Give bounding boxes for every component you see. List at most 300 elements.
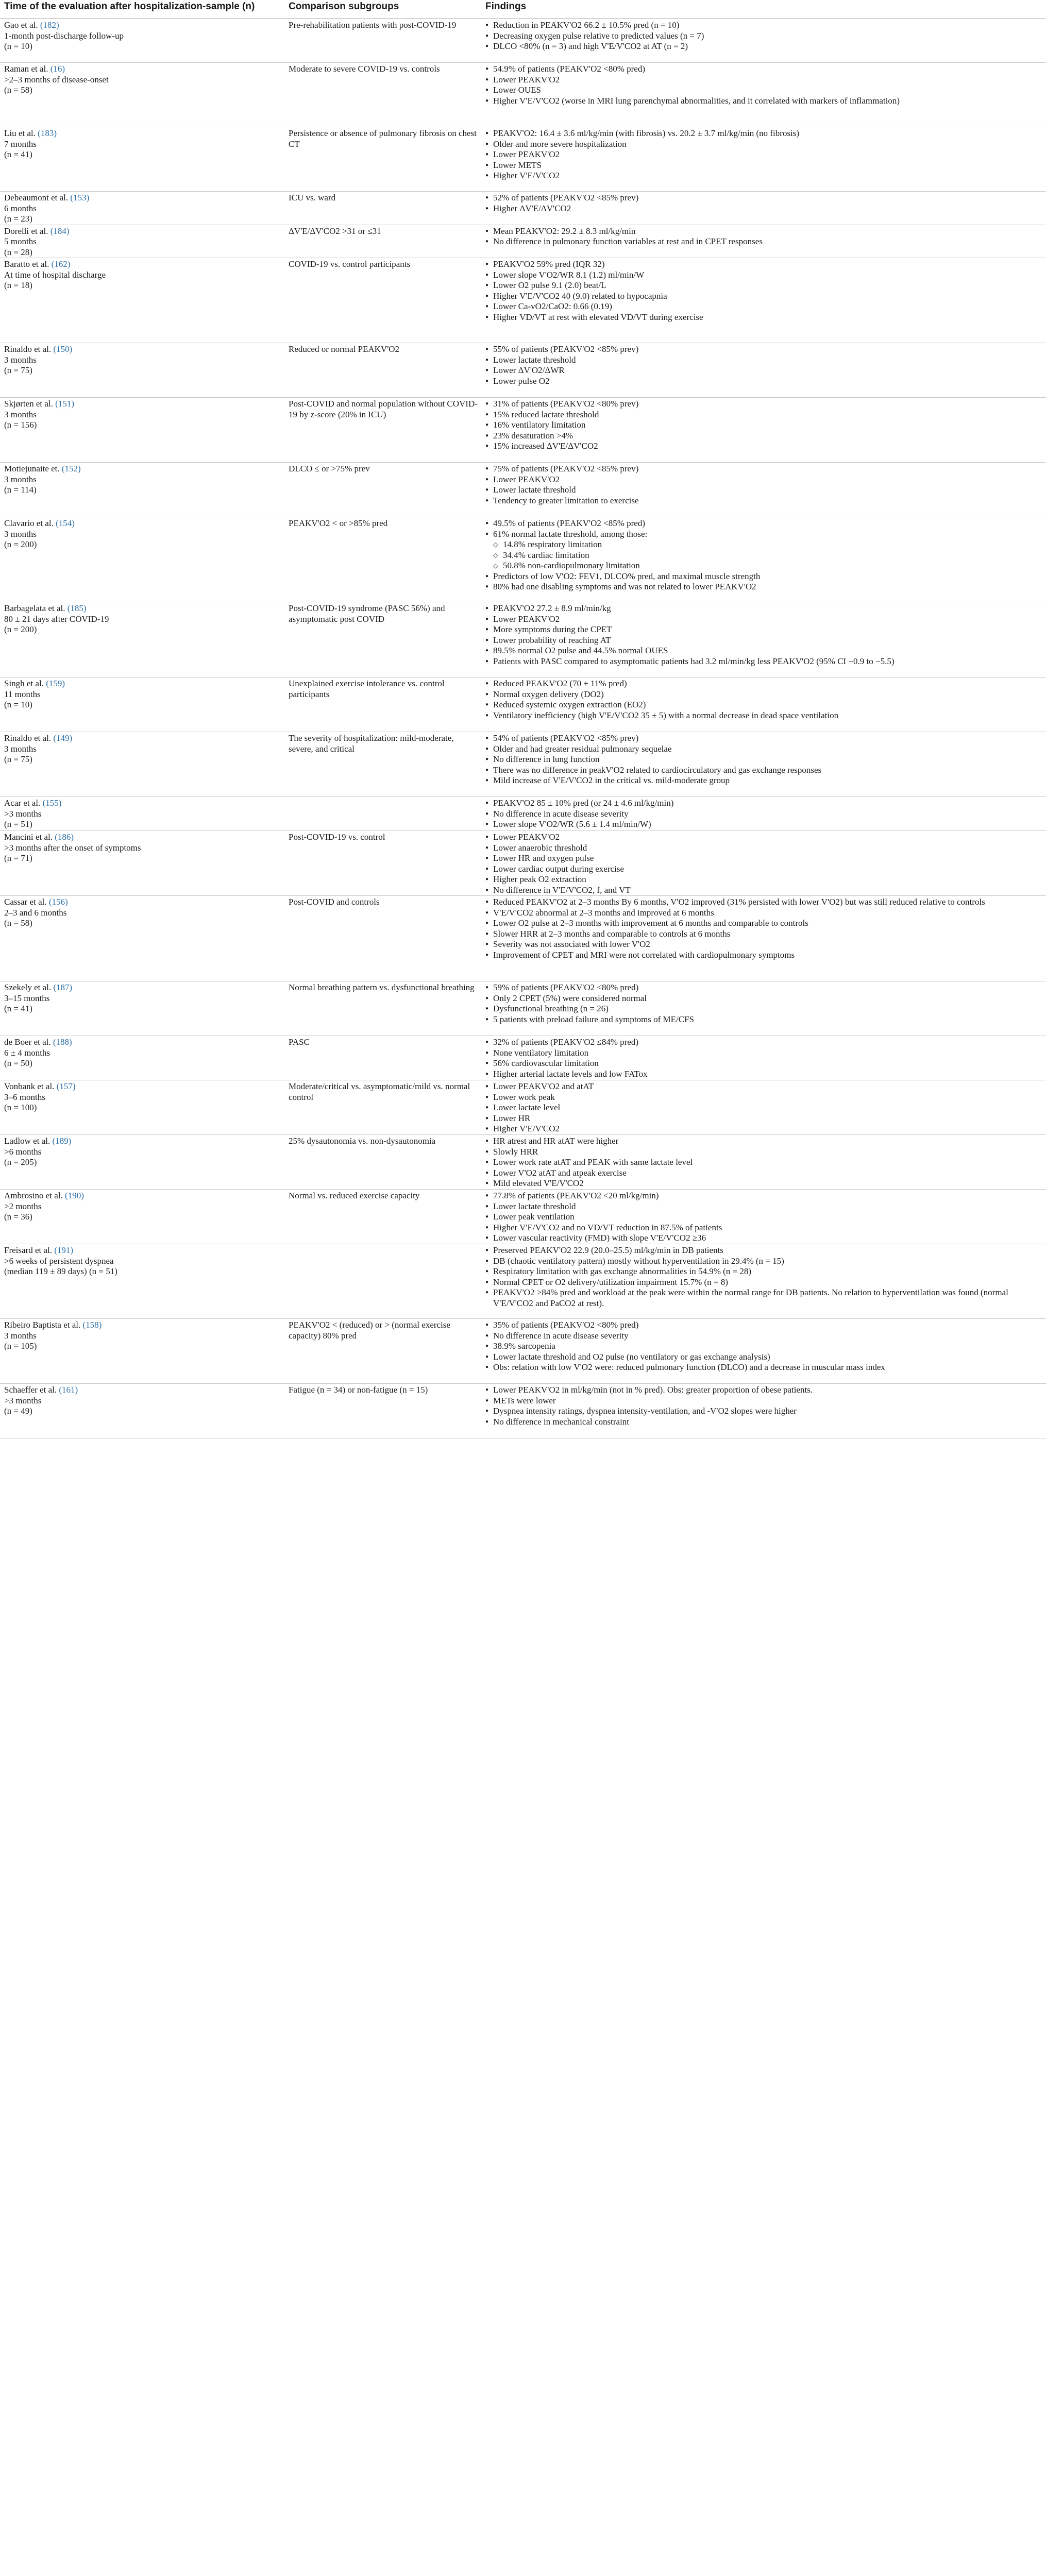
study-author: Szekely et al. bbox=[4, 982, 52, 992]
cell-comparison: DLCO ≤ or >75% prev bbox=[289, 464, 370, 473]
finding-item: ● Lower vascular reactivity (FMD) with slope V'E/V'CO2 ≥36 bbox=[485, 1233, 1043, 1244]
sample-size: (n = 41) bbox=[4, 149, 32, 159]
finding-item: ● Lower PEAKV'O2 bbox=[485, 149, 1043, 160]
finding-item: ● Reduction in PEAKV'O2 66.2 ± 10.5% pred (n = 10) bbox=[485, 20, 1043, 31]
cell-comparison bbox=[284, 1244, 481, 1319]
citation-link[interactable]: (186) bbox=[55, 832, 74, 842]
cell-time bbox=[0, 1080, 284, 1135]
finding-item: ● Higher V'E/V'CO2 (worse in MRI lung parenchymal abnormalities, and it correlated with markers of inflammation) bbox=[485, 96, 1043, 107]
finding-item: ● Severity was not associated with lower V'O2 bbox=[485, 939, 1043, 950]
finding-item: ● Improvement of CPET and MRI were not correlated with cardiopulmonary symptoms bbox=[485, 950, 1043, 961]
study-author: Acar et al. bbox=[4, 798, 41, 808]
cell-findings bbox=[481, 225, 1046, 258]
table-row bbox=[0, 797, 1046, 831]
evaluation-time: 3 months bbox=[4, 529, 37, 539]
cell-time bbox=[0, 127, 284, 192]
citation-link[interactable]: (149) bbox=[53, 733, 73, 743]
cell-findings bbox=[481, 258, 1046, 343]
cell-comparison: The severity of hospitalization: mild-moderate, severe, and critical bbox=[289, 733, 454, 754]
study-author: Liu et al. bbox=[4, 128, 36, 138]
finding-item: ● No difference in mechanical constraint bbox=[485, 1417, 1043, 1428]
cell-time bbox=[0, 63, 284, 127]
cell-findings bbox=[481, 981, 1046, 1036]
finding-item: ● Lower peak ventilation bbox=[485, 1212, 1043, 1223]
citation-link[interactable]: (187) bbox=[53, 982, 73, 992]
finding-item: ● No difference in V'E/V'CO2, f, and VT bbox=[485, 885, 1043, 896]
finding-item: ● 52% of patients (PEAKV'O2 <85% prev) bbox=[485, 193, 1043, 204]
sample-size: (n = 49) bbox=[4, 1406, 32, 1416]
finding-item: ◇ 34.4% cardiac limitation bbox=[485, 550, 1043, 561]
cell-findings bbox=[481, 192, 1046, 225]
table-body bbox=[0, 19, 1046, 1438]
finding-item: ● Lower pulse O2 bbox=[485, 376, 1043, 387]
findings-list bbox=[485, 226, 1043, 247]
finding-item: ● Lower lactate threshold bbox=[485, 355, 1043, 366]
cell-findings bbox=[481, 398, 1046, 463]
finding-item: ● PEAKV'O2 27.2 ± 8.9 ml/min/kg bbox=[485, 603, 1043, 614]
study-author: Baratto et al. bbox=[4, 259, 49, 269]
cell-time bbox=[0, 398, 284, 463]
evaluation-time: At time of hospital discharge bbox=[4, 269, 106, 280]
citation-link[interactable]: (158) bbox=[82, 1320, 102, 1330]
cell-comparison: PEAKV'O2 < (reduced) or > (normal exercise capacity) 80% pred bbox=[289, 1320, 450, 1341]
finding-item: ● 75% of patients (PEAKV'O2 <85% prev) bbox=[485, 464, 1043, 474]
finding-item: ● Lower O2 pulse 9.1 (2.0) beat/L bbox=[485, 280, 1043, 291]
findings-list bbox=[485, 464, 1043, 506]
cell-findings bbox=[481, 1384, 1046, 1438]
header-row bbox=[0, 0, 1046, 19]
cell-findings bbox=[481, 127, 1046, 192]
header-comparison: Comparison subgroups bbox=[284, 0, 481, 19]
finding-item: ● 49.5% of patients (PEAKV'O2 <85% pred) bbox=[485, 518, 1043, 529]
finding-item: ● HR atrest and HR atAT were higher bbox=[485, 1136, 1043, 1147]
finding-item: ● Lower slope V'O2/WR 8.1 (1.2) ml/min/W bbox=[485, 270, 1043, 281]
evaluation-time: >3 months bbox=[4, 808, 42, 819]
study-author: Clavario et al. bbox=[4, 518, 54, 528]
sample-size: (median 119 ± 89 days) (n = 51) bbox=[4, 1266, 117, 1276]
finding-item: ● Lower PEAKV'O2 bbox=[485, 474, 1043, 485]
finding-item: ● Lower O2 pulse at 2–3 months with improvement at 6 months and comparable to controls bbox=[485, 918, 1043, 929]
cell-comparison: Normal breathing pattern vs. dysfunctional breathing bbox=[289, 982, 475, 992]
finding-item: ● Lower lactate level bbox=[485, 1103, 1043, 1113]
finding-item: ● Only 2 CPET (5%) were considered normal bbox=[485, 993, 1043, 1004]
finding-item: ● Tendency to greater limitation to exercise bbox=[485, 496, 1043, 506]
citation-link[interactable]: (182) bbox=[40, 20, 59, 30]
finding-item: ● Higher VD/VT at rest with elevated VD/VT during exercise bbox=[485, 312, 1043, 323]
finding-item: ● Older and more severe hospitalization bbox=[485, 139, 1043, 150]
cell-comparison: Pre-rehabilitation patients with post-COVID-19 bbox=[289, 20, 457, 30]
sample-size: (n = 105) bbox=[4, 1341, 37, 1351]
sample-size: (n = 156) bbox=[4, 420, 37, 430]
finding-item: ● PEAKV'O2 85 ± 10% pred (or 24 ± 4.6 ml/kg/min) bbox=[485, 798, 1043, 809]
finding-item: ● 54.9% of patients (PEAKV'O2 <80% pred) bbox=[485, 64, 1043, 75]
evaluation-time: 11 months bbox=[4, 689, 41, 699]
citation-link[interactable]: (155) bbox=[42, 798, 62, 808]
finding-item: ● 35% of patients (PEAKV'O2 <80% pred) bbox=[485, 1320, 1043, 1331]
table-row bbox=[0, 127, 1046, 192]
findings-list bbox=[485, 1245, 1043, 1309]
cell-findings bbox=[481, 677, 1046, 732]
cell-time bbox=[0, 1190, 284, 1244]
cell-comparison: Persistence or absence of pulmonary fibrosis on chest CT bbox=[289, 128, 477, 149]
finding-item: ● Lower work peak bbox=[485, 1092, 1043, 1103]
finding-item: ● Higher V'E/V'CO2 bbox=[485, 1124, 1043, 1134]
cell-time bbox=[0, 225, 284, 258]
evaluation-time: >3 months bbox=[4, 1395, 42, 1405]
finding-item: ● Mild increase of V'E/V'CO2 in the critical vs. mild-moderate group bbox=[485, 775, 1043, 786]
cell-time bbox=[0, 258, 284, 343]
cell-time bbox=[0, 1036, 284, 1080]
findings-list bbox=[485, 193, 1043, 214]
finding-item: ● Dyspnea intensity ratings, dyspnea intensity-ventilation, and -V'O2 slopes were higher bbox=[485, 1406, 1043, 1417]
evaluation-time: >2–3 months of disease-onset bbox=[4, 74, 109, 84]
finding-item: ● 38.9% sarcopenia bbox=[485, 1341, 1043, 1352]
sample-size: (n = 71) bbox=[4, 853, 32, 863]
study-author: Debeaumont et al. bbox=[4, 193, 69, 202]
citation-link[interactable]: (184) bbox=[50, 226, 70, 236]
sample-size: (n = 50) bbox=[4, 1058, 32, 1068]
finding-item: ● DLCO <80% (n = 3) and high V'E/V'CO2 at AT (n = 2) bbox=[485, 41, 1043, 52]
cell-time bbox=[0, 831, 284, 896]
table-row bbox=[0, 19, 1046, 63]
study-author: Vonbank et al. bbox=[4, 1081, 55, 1091]
evaluation-time: 5 months bbox=[4, 236, 37, 246]
finding-item: ● No difference in acute disease severity bbox=[485, 809, 1043, 820]
table-row bbox=[0, 398, 1046, 463]
study-author: Cassar et al. bbox=[4, 897, 47, 907]
evaluation-time: 3–15 months bbox=[4, 993, 50, 1003]
sample-size: (n = 75) bbox=[4, 365, 32, 375]
cell-time bbox=[0, 1135, 284, 1190]
cell-comparison: Fatigue (n = 34) or non-fatigue (n = 15) bbox=[289, 1385, 428, 1395]
sample-size: (n = 58) bbox=[4, 85, 32, 95]
finding-item: ● 23% desaturation >4% bbox=[485, 431, 1043, 442]
cell-findings bbox=[481, 1319, 1046, 1384]
citation-link[interactable]: (157) bbox=[56, 1081, 76, 1091]
finding-item: ● Patients with PASC compared to asymptomatic patients had 3.2 ml/min/kg less PEAKV'O2 (95% CI −0.9 to −5.5) bbox=[485, 656, 1043, 667]
finding-item: ◇ 14.8% respiratory limitation bbox=[485, 539, 1043, 550]
findings-list bbox=[485, 897, 1043, 960]
citation-link[interactable]: (153) bbox=[70, 193, 90, 202]
finding-item: ● Higher ΔV'E/ΔV'CO2 bbox=[485, 204, 1043, 214]
finding-item: ● 15% reduced lactate threshold bbox=[485, 410, 1043, 420]
cell-time bbox=[0, 463, 284, 517]
cell-findings bbox=[481, 1036, 1046, 1080]
study-author: Skjørten et al. bbox=[4, 399, 53, 409]
finding-item: ● Reduced systemic oxygen extraction (EO2) bbox=[485, 700, 1043, 710]
table-row bbox=[0, 602, 1046, 677]
finding-item: ● 54% of patients (PEAKV'O2 <85% prev) bbox=[485, 733, 1043, 744]
sample-size: (n = 36) bbox=[4, 1212, 32, 1222]
citation-link[interactable]: (156) bbox=[48, 897, 68, 907]
cell-findings bbox=[481, 831, 1046, 896]
finding-item: ● PEAKV'O2 59% pred (IQR 32) bbox=[485, 259, 1043, 270]
finding-item: ● Mean PEAKV'O2: 29.2 ± 8.3 ml/kg/min bbox=[485, 226, 1043, 237]
findings-list bbox=[485, 1037, 1043, 1079]
findings-list bbox=[485, 1385, 1043, 1427]
table-row bbox=[0, 1080, 1046, 1135]
finding-item: ● Lower probability of reaching AT bbox=[485, 635, 1043, 646]
table-row bbox=[0, 1190, 1046, 1244]
finding-item: ● Lower METS bbox=[485, 160, 1043, 171]
findings-list bbox=[485, 1081, 1043, 1134]
finding-item: ● Higher V'E/V'CO2 40 (9.0) related to hypocapnia bbox=[485, 291, 1043, 302]
cell-time bbox=[0, 19, 284, 63]
study-author: de Boer et al. bbox=[4, 1037, 51, 1047]
cell-comparison: Unexplained exercise intolerance vs. control participants bbox=[289, 679, 445, 699]
finding-item: ● 77.8% of patients (PEAKV'O2 <20 ml/kg/min) bbox=[485, 1191, 1043, 1201]
cell-findings bbox=[481, 732, 1046, 797]
finding-item: ● Lower slope V'O2/WR (5.6 ± 1.4 ml/min/W) bbox=[485, 819, 1043, 830]
finding-item: ● Lower lactate threshold and O2 pulse (no ventilatory or gas exchange analysis) bbox=[485, 1352, 1043, 1363]
table-row bbox=[0, 192, 1046, 225]
findings-list bbox=[485, 518, 1043, 592]
finding-item: ● No difference in acute disease severity bbox=[485, 1331, 1043, 1342]
findings-list bbox=[485, 128, 1043, 181]
findings-list bbox=[485, 64, 1043, 106]
cell-findings bbox=[481, 797, 1046, 831]
finding-item: ● Lower HR and oxygen pulse bbox=[485, 853, 1043, 864]
cell-comparison: Reduced or normal PEAKV'O2 bbox=[289, 344, 400, 354]
finding-item: ● 61% normal lactate threshold, among those: bbox=[485, 529, 1043, 540]
findings-list bbox=[485, 1136, 1043, 1189]
evaluation-time: 7 months bbox=[4, 139, 37, 149]
citation-link[interactable]: (161) bbox=[59, 1385, 78, 1395]
citation-link[interactable]: (16) bbox=[50, 64, 65, 74]
table-row bbox=[0, 63, 1046, 127]
cell-comparison: ΔV'E/ΔV'CO2 >31 or ≤31 bbox=[289, 226, 381, 236]
cell-findings bbox=[481, 343, 1046, 398]
study-author: Motiejunaite et. bbox=[4, 464, 60, 473]
table-row bbox=[0, 1384, 1046, 1438]
study-author: Barbagelata et al. bbox=[4, 603, 65, 613]
table-row bbox=[0, 225, 1046, 258]
finding-item: ● Lower anaerobic threshold bbox=[485, 843, 1043, 854]
cell-comparison: Moderate to severe COVID-19 vs. controls bbox=[289, 64, 440, 74]
finding-item: ● Higher V'E/V'CO2 and no VD/VT reduction in 87.5% of patients bbox=[485, 1223, 1043, 1233]
finding-item: ● Respiratory limitation with gas exchange abnormalities in 54.9% (n = 28) bbox=[485, 1266, 1043, 1277]
header-findings: Findings bbox=[481, 0, 1046, 19]
cell-findings bbox=[481, 1190, 1046, 1244]
study-author: Mancini et al. bbox=[4, 832, 53, 842]
finding-item: ● DB (chaotic ventilatory pattern) mostly without hyperventilation in 29.4% (n = 15) bbox=[485, 1256, 1043, 1267]
finding-item: ● No difference in pulmonary function variables at rest and in CPET responses bbox=[485, 236, 1043, 247]
finding-item: ● Lower PEAKV'O2 in ml/kg/min (not in % pred). Obs: greater proportion of obese patients. bbox=[485, 1385, 1043, 1396]
finding-item: ● Slowly HRR bbox=[485, 1147, 1043, 1158]
table-row bbox=[0, 896, 1046, 981]
evaluation-time: >3 months after the onset of symptoms bbox=[4, 842, 141, 853]
finding-item: ● 80% had one disabling symptoms and was not related to lower PEAKV'O2 bbox=[485, 582, 1043, 592]
finding-item: ● None ventilatory limitation bbox=[485, 1048, 1043, 1059]
table-row bbox=[0, 343, 1046, 398]
finding-item: ● Predictors of low V'O2: FEV1, DLCO% pred, and maximal muscle strength bbox=[485, 571, 1043, 582]
citation-link[interactable]: (191) bbox=[54, 1245, 74, 1255]
cell-findings bbox=[481, 1080, 1046, 1135]
sample-size: (n = 10) bbox=[4, 41, 32, 51]
finding-item: ● 31% of patients (PEAKV'O2 <80% prev) bbox=[485, 399, 1043, 410]
evaluation-time: >6 weeks of persistent dyspnea bbox=[4, 1256, 114, 1266]
evaluation-time: >2 months bbox=[4, 1201, 42, 1211]
study-author: Ambrosino et al. bbox=[4, 1191, 63, 1200]
cell-comparison: COVID-19 vs. control participants bbox=[289, 259, 411, 269]
evaluation-time: 1-month post-discharge follow-up bbox=[4, 30, 124, 41]
sample-size: (n = 200) bbox=[4, 624, 37, 634]
finding-item: ● Reduced PEAKV'O2 (70 ± 11% pred) bbox=[485, 679, 1043, 689]
evaluation-time: 3 months bbox=[4, 409, 37, 419]
citation-link[interactable]: (159) bbox=[46, 679, 65, 688]
finding-item: ● 55% of patients (PEAKV'O2 <85% prev) bbox=[485, 344, 1043, 355]
header-time: Time of the evaluation after hospitalization-sample (n) bbox=[0, 0, 284, 19]
finding-item: ● Older and had greater residual pulmonary sequelae bbox=[485, 744, 1043, 755]
findings-list bbox=[485, 344, 1043, 386]
cell-time bbox=[0, 1384, 284, 1438]
finding-item: ● Higher peak O2 extraction bbox=[485, 874, 1043, 885]
evaluation-time: 6 months bbox=[4, 203, 37, 213]
citation-link[interactable]: (185) bbox=[67, 603, 87, 613]
study-author: Singh et al. bbox=[4, 679, 44, 688]
citation-link[interactable]: (189) bbox=[52, 1136, 72, 1146]
finding-item: ● Lower V'O2 atAT and atpeak exercise bbox=[485, 1168, 1043, 1179]
cell-findings bbox=[481, 517, 1046, 602]
table-row bbox=[0, 677, 1046, 732]
finding-item: ● Lower PEAKV'O2 and atAT bbox=[485, 1081, 1043, 1092]
cell-time bbox=[0, 1244, 284, 1319]
finding-item: ● 59% of patients (PEAKV'O2 <80% pred) bbox=[485, 982, 1043, 993]
cell-time bbox=[0, 981, 284, 1036]
findings-list bbox=[485, 259, 1043, 323]
sample-size: (n = 51) bbox=[4, 819, 32, 829]
cell-comparison: Post-COVID-19 syndrome (PASC 56%) and asymptomatic post COVID bbox=[289, 603, 445, 624]
citation-link[interactable]: (183) bbox=[38, 128, 57, 138]
sample-size: (n = 41) bbox=[4, 1004, 32, 1013]
findings-list bbox=[485, 679, 1043, 721]
cell-time bbox=[0, 797, 284, 831]
finding-item: ● Preserved PEAKV'O2 22.9 (20.0–25.5) ml/kg/min in DB patients bbox=[485, 1245, 1043, 1256]
cell-comparison: PEAKV'O2 < or >85% pred bbox=[289, 518, 388, 528]
cell-time bbox=[0, 343, 284, 398]
evaluation-time: 3–6 months bbox=[4, 1092, 45, 1102]
finding-item: ● Lower work rate atAT and PEAK with same lactate level bbox=[485, 1157, 1043, 1168]
finding-item: ● Mild elevated V'E/V'CO2 bbox=[485, 1178, 1043, 1189]
finding-item: ● Higher arterial lactate levels and low FATox bbox=[485, 1069, 1043, 1080]
finding-item: ● Reduced PEAKV'O2 at 2–3 months By 6 months, V'O2 improved (31% persisted with lower V'O2) but was still reduced relative to controls bbox=[485, 897, 1043, 908]
table-row bbox=[0, 831, 1046, 896]
cell-findings bbox=[481, 63, 1046, 127]
findings-list bbox=[485, 1320, 1043, 1373]
citation-link[interactable]: (190) bbox=[65, 1191, 84, 1200]
study-author: Schaeffer et al. bbox=[4, 1385, 57, 1395]
cell-comparison: Post-COVID-19 vs. control bbox=[289, 832, 385, 842]
cell-comparison bbox=[284, 797, 481, 831]
sample-size: (n = 200) bbox=[4, 539, 37, 549]
finding-item: ● 5 patients with preload failure and symptoms of ME/CFS bbox=[485, 1014, 1043, 1025]
cell-comparison: ICU vs. ward bbox=[289, 193, 336, 202]
table-row bbox=[0, 1244, 1046, 1319]
sample-size: (n = 114) bbox=[4, 485, 37, 495]
finding-item: ● There was no difference in peakV'O2 related to cardiocirculatory and gas exchange responses bbox=[485, 765, 1043, 776]
table-row bbox=[0, 1036, 1046, 1080]
study-author: Rinaldo et al. bbox=[4, 344, 52, 354]
table-row bbox=[0, 258, 1046, 343]
table-row bbox=[0, 981, 1046, 1036]
cell-comparison: Normal vs. reduced exercise capacity bbox=[289, 1191, 420, 1200]
table-row bbox=[0, 517, 1046, 602]
study-author: Freisard et al. bbox=[4, 1245, 52, 1255]
study-author: Ribeiro Baptista et al. bbox=[4, 1320, 81, 1330]
citation-link[interactable]: (152) bbox=[61, 464, 81, 473]
finding-item: ● Dysfunctional breathing (n = 26) bbox=[485, 1004, 1043, 1014]
sample-size: (n = 100) bbox=[4, 1103, 37, 1112]
sample-size: (n = 205) bbox=[4, 1157, 37, 1167]
cell-findings bbox=[481, 463, 1046, 517]
finding-item: ● 89.5% normal O2 pulse and 44.5% normal OUES bbox=[485, 646, 1043, 656]
study-author: Dorelli et al. bbox=[4, 226, 48, 236]
citation-link[interactable]: (150) bbox=[53, 344, 73, 354]
cell-time bbox=[0, 732, 284, 797]
citation-link[interactable]: (188) bbox=[53, 1037, 72, 1047]
findings-list bbox=[485, 1191, 1043, 1244]
sample-size: (n = 18) bbox=[4, 280, 32, 290]
cell-findings bbox=[481, 602, 1046, 677]
study-author: Ladlow et al. bbox=[4, 1136, 50, 1146]
finding-item: ● Lower OUES bbox=[485, 85, 1043, 96]
finding-item: ● Lower ΔV'O2/ΔWR bbox=[485, 365, 1043, 376]
finding-item: ● V'E/V'CO2 abnormal at 2–3 months and improved at 6 months bbox=[485, 908, 1043, 919]
sample-size: (n = 10) bbox=[4, 700, 32, 709]
cell-findings bbox=[481, 896, 1046, 981]
finding-item: ● PEAKV'O2: 16.4 ± 3.6 ml/kg/min (with fibrosis) vs. 20.2 ± 3.7 ml/kg/min (no fibrosis) bbox=[485, 128, 1043, 139]
findings-list bbox=[485, 399, 1043, 452]
cell-time bbox=[0, 602, 284, 677]
citation-link[interactable]: (162) bbox=[51, 259, 71, 269]
citation-link[interactable]: (151) bbox=[55, 399, 74, 409]
cell-findings bbox=[481, 19, 1046, 63]
citation-link[interactable]: (154) bbox=[56, 518, 75, 528]
finding-item: ● More symptoms during the CPET bbox=[485, 624, 1043, 635]
evaluation-time: 3 months bbox=[4, 474, 37, 484]
finding-item: ● 32% of patients (PEAKV'O2 ≤84% pred) bbox=[485, 1037, 1043, 1048]
cell-comparison: Moderate/critical vs. asymptomatic/mild vs. normal control bbox=[289, 1081, 470, 1102]
sample-size: (n = 75) bbox=[4, 754, 32, 764]
findings-list bbox=[485, 603, 1043, 667]
finding-item: ● Higher V'E/V'CO2 bbox=[485, 171, 1043, 181]
cell-findings bbox=[481, 1135, 1046, 1190]
cell-time bbox=[0, 192, 284, 225]
cell-time bbox=[0, 517, 284, 602]
findings-list bbox=[485, 20, 1043, 52]
finding-item: ● 16% ventilatory limitation bbox=[485, 420, 1043, 431]
finding-item: ● Lower PEAKV'O2 bbox=[485, 832, 1043, 843]
table-row bbox=[0, 732, 1046, 797]
evaluation-time: 3 months bbox=[4, 354, 37, 365]
cell-comparison: PASC bbox=[289, 1037, 310, 1047]
table-row bbox=[0, 1135, 1046, 1190]
cell-time bbox=[0, 677, 284, 732]
finding-item: ● Normal oxygen delivery (DO2) bbox=[485, 689, 1043, 700]
finding-item: ● Ventilatory inefficiency (high V'E/V'CO2 35 ± 5) with a normal decrease in dead space ventilation bbox=[485, 710, 1043, 721]
sample-size: (n = 28) bbox=[4, 247, 32, 257]
finding-item: ● Slower HRR at 2–3 months and comparable to controls at 6 months bbox=[485, 929, 1043, 940]
cell-comparison: 25% dysautonomia vs. non-dysautonomia bbox=[289, 1136, 436, 1146]
table-row bbox=[0, 463, 1046, 517]
sample-size: (n = 23) bbox=[4, 214, 32, 224]
finding-item: ● Lower PEAKV'O2 bbox=[485, 75, 1043, 86]
sample-size: (n = 58) bbox=[4, 918, 32, 928]
study-author: Raman et al. bbox=[4, 64, 48, 74]
finding-item: ● METs were lower bbox=[485, 1396, 1043, 1406]
study-author: Rinaldo et al. bbox=[4, 733, 52, 743]
study-author: Gao et al. bbox=[4, 20, 38, 30]
